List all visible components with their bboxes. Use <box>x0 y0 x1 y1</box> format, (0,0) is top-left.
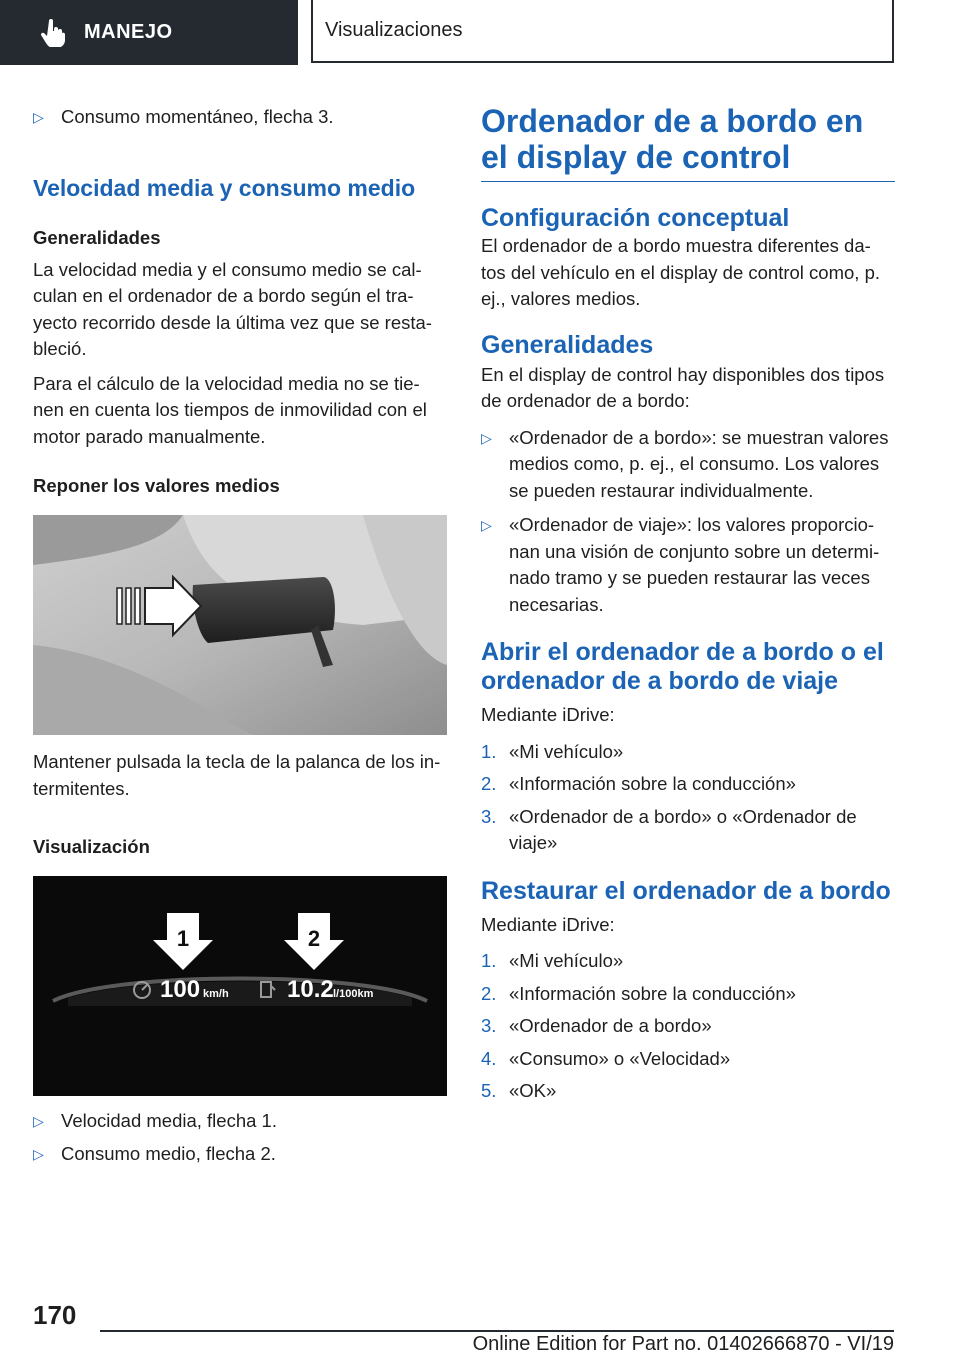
step-text: «Información sobre la conducción» <box>509 982 796 1004</box>
speed-value: 100 <box>160 976 201 1003</box>
step-item <box>481 981 895 1008</box>
right-column <box>481 96 895 1105</box>
list-item <box>33 1141 447 1168</box>
step-item <box>481 804 895 857</box>
list-item-text: Consumo momentáneo, flecha 3. <box>61 106 334 127</box>
list-item-text: «Ordenador de a bordo»: se muestran valores medios como, p. ej., el consumo. Los valores se pueden restaurar individualmente. <box>509 426 889 501</box>
step-text: «Mi vehículo» <box>509 740 624 762</box>
triangle-bullet-icon: ▷ <box>33 1145 44 1162</box>
triangle-bullet-icon: ▷ <box>33 109 44 125</box>
paragraph: El ordenador de a bordo muestra diferentes da-tos del vehículo en el display de control como, p. ej., valores medios. <box>481 235 881 309</box>
step-number: 2. <box>481 773 497 794</box>
step-text: «Ordenador de a bordo» <box>509 1015 712 1036</box>
step-number: 1. <box>481 740 497 762</box>
step-text: «Información sobre la conducción» <box>509 773 796 794</box>
footer-divider <box>100 1330 894 1332</box>
paragraph: La velocidad media y el consumo medio se cal-culan en el ordenador de a bordo según el tra-yecto recorrido desde la última vez que se resta-bleció. <box>33 258 432 359</box>
chapter-tab[interactable] <box>0 0 298 65</box>
list-item <box>481 512 895 618</box>
paragraph: En el display de control hay disponibles dos tipos de ordenador de a bordo: <box>481 363 885 411</box>
page-number: 170 <box>33 1300 77 1330</box>
chapter-label: MANEJO <box>84 21 173 43</box>
step-item <box>481 948 895 975</box>
step-number: 2. <box>481 982 497 1004</box>
paragraph: Mediante iDrive: <box>481 913 615 935</box>
arrow-2-label: 2 <box>307 926 321 951</box>
step-number: 3. <box>481 805 497 827</box>
section-heading: Restaurar el ordenador de a bordo <box>481 876 891 905</box>
step-number: 4. <box>481 1047 497 1069</box>
paragraph: Mediante iDrive: <box>481 704 615 725</box>
left-column <box>33 96 447 1167</box>
subsection-heading: Visualización <box>33 836 150 857</box>
section-heading: Velocidad media y consumo medio <box>33 174 416 201</box>
subsection-heading: Generalidades <box>33 226 161 248</box>
turn-signal-lever-image <box>33 515 447 735</box>
speed-unit: km/h <box>203 988 229 1000</box>
page-header <box>311 0 894 63</box>
list-item <box>481 425 895 505</box>
section-heading: Configuración conceptual <box>481 204 790 232</box>
subsection-heading: Reponer los valores medios <box>33 475 280 496</box>
step-number: 3. <box>481 1015 497 1036</box>
step-item <box>481 771 895 798</box>
step-text: «OK» <box>509 1080 557 1101</box>
triangle-bullet-icon: ▷ <box>33 1113 44 1129</box>
arrow-1-label: 1 <box>176 926 190 951</box>
page-title: Visualizaciones <box>325 19 463 41</box>
step-item <box>481 1013 895 1040</box>
list-item <box>33 104 447 131</box>
list-item-text: «Ordenador de viaje»: los valores proporcio-nan una visión de conjunto sobre un determi-nado tramo y se pueden restaurar las veces necesarias. <box>509 514 880 615</box>
triangle-bullet-icon: ▷ <box>481 429 492 446</box>
paragraph: Para el cálculo de la velocidad media no se tie-nen en cuenta los tiempos de inmovilidad con el motor parado manualmente. <box>33 372 427 447</box>
step-text: «Mi vehículo» <box>509 950 624 971</box>
consumption-value: 10.2 <box>287 976 334 1003</box>
list-item <box>33 1108 447 1135</box>
step-text: «Ordenador de a bordo» o «Ordenador de viaje» <box>509 805 857 853</box>
triangle-bullet-icon: ▷ <box>481 517 492 533</box>
instrument-cluster-image <box>33 876 447 1096</box>
hand-pointer-icon <box>40 19 68 47</box>
step-item <box>481 739 895 766</box>
step-number: 1. <box>481 950 497 971</box>
step-item <box>481 1046 895 1073</box>
image-caption: Mantener pulsada la tecla de la palanca de los in-termitentes. <box>33 751 441 799</box>
step-text: «Consumo» o «Velocidad» <box>509 1047 731 1069</box>
list-item-text: Velocidad media, flecha 1. <box>61 1110 277 1131</box>
consumption-unit: l/100km <box>333 988 374 1000</box>
chapter-heading: Ordenador de a bordo en el display de control <box>481 103 895 182</box>
section-heading: Generalidades <box>481 330 654 359</box>
step-number: 5. <box>481 1080 497 1101</box>
list-item-text: Consumo medio, flecha 2. <box>61 1142 276 1164</box>
footer-edition: Online Edition for Part no. 01402666870 - VI/19 <box>472 1333 894 1355</box>
step-item <box>481 1078 895 1105</box>
section-heading: Abrir el ordenador de a bordo o el ordenador de a bordo de viaje <box>481 638 884 695</box>
